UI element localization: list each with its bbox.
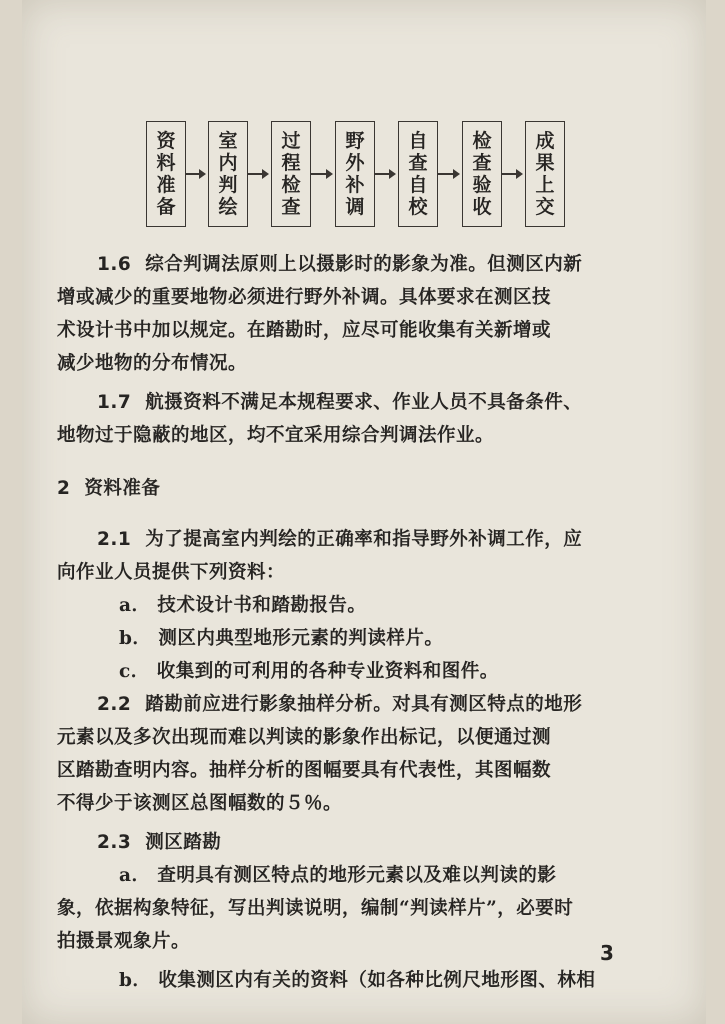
clause-2-2-line: 踏勘前应进行影象抽样分析。对具有测区特点的地形 [145, 694, 583, 715]
clause-1-6-line: 减少地物的分布情况。 [57, 353, 248, 374]
body-text [57, 248, 642, 997]
clause-1-7-line: 航摄资料不满足本规程要求、作业人员不具备条件、 [145, 392, 583, 413]
clause-2-1-line: 为了提高室内判绘的正确率和指导野外补调工作，应 [145, 529, 583, 550]
clause-2-1-line: 向作业人员提供下列资料： [57, 562, 286, 583]
clause-1-6-line: 综合判调法原则上以摄影时的影象为准。但测区内新 [145, 254, 583, 275]
clause-2-3-line: 象，依据构象特征，写出判读说明，编制“判读样片”，必要时 [57, 898, 574, 919]
flow-arrow [248, 173, 267, 175]
list-item: c． 收集到的可利用的各种专业资料和图件。 [119, 661, 499, 682]
flow-step-box: 成 果 上 交 [525, 121, 565, 227]
clause-number: 2.1 [97, 529, 132, 550]
list-item: a． 技术设计书和踏勘报告。 [119, 595, 367, 616]
flow-step-box: 检 查 验 收 [462, 121, 502, 227]
section-number: 2 [57, 478, 71, 499]
clause-2-2-line: 区踏勘查明内容。抽样分析的图幅要具有代表性，其图幅数 [57, 760, 552, 781]
flow-step-box: 野 外 补 调 [335, 121, 375, 227]
clause-2-3-line: b． 收集测区内有关的资料（如各种比例尺地形图、林相 [119, 970, 596, 991]
clause-1-7-line: 地物过于隐蔽的地区，均不宜采用综合判调法作业。 [57, 425, 495, 446]
section-title: 资料准备 [84, 478, 161, 499]
clause-title: 测区踏勘 [145, 832, 222, 853]
flow-arrow [311, 173, 331, 175]
flow-arrow [502, 173, 521, 175]
flow-step-box: 室 内 判 绘 [208, 121, 248, 227]
clause-2-3-line: 拍摄景观象片。 [57, 931, 191, 952]
flow-step-box: 自 查 自 校 [398, 121, 438, 227]
workflow-diagram [140, 121, 570, 233]
page-number: 3 [600, 941, 614, 965]
clause-1-6-line: 术设计书中加以规定。在踏勘时，应尽可能收集有关新增或 [57, 320, 552, 341]
flow-step-box: 过 程 检 查 [271, 121, 311, 227]
flow-arrow [186, 173, 204, 175]
section-heading [57, 472, 642, 505]
flow-arrow [438, 173, 458, 175]
clause-2-2-line: 元素以及多次出现而难以判读的影象作出标记，以便通过测 [57, 727, 552, 748]
clause-number: 2.2 [97, 694, 132, 715]
list-item: b． 测区内典型地形元素的判读样片。 [119, 628, 444, 649]
clause-2-2-line: 不得少于该测区总图幅数的５％。 [57, 793, 343, 814]
clause-2-3-line: a． 查明具有测区特点的地形元素以及难以判读的影 [119, 865, 557, 886]
flow-arrow [375, 173, 394, 175]
clause-number: 1.6 [97, 254, 132, 275]
clause-number: 1.7 [97, 392, 132, 413]
clause-number: 2.3 [97, 832, 132, 853]
clause-1-6-line: 增或减少的重要地物必须进行野外补调。具体要求在测区技 [57, 287, 552, 308]
flow-step-box: 资 料 准 备 [146, 121, 186, 227]
